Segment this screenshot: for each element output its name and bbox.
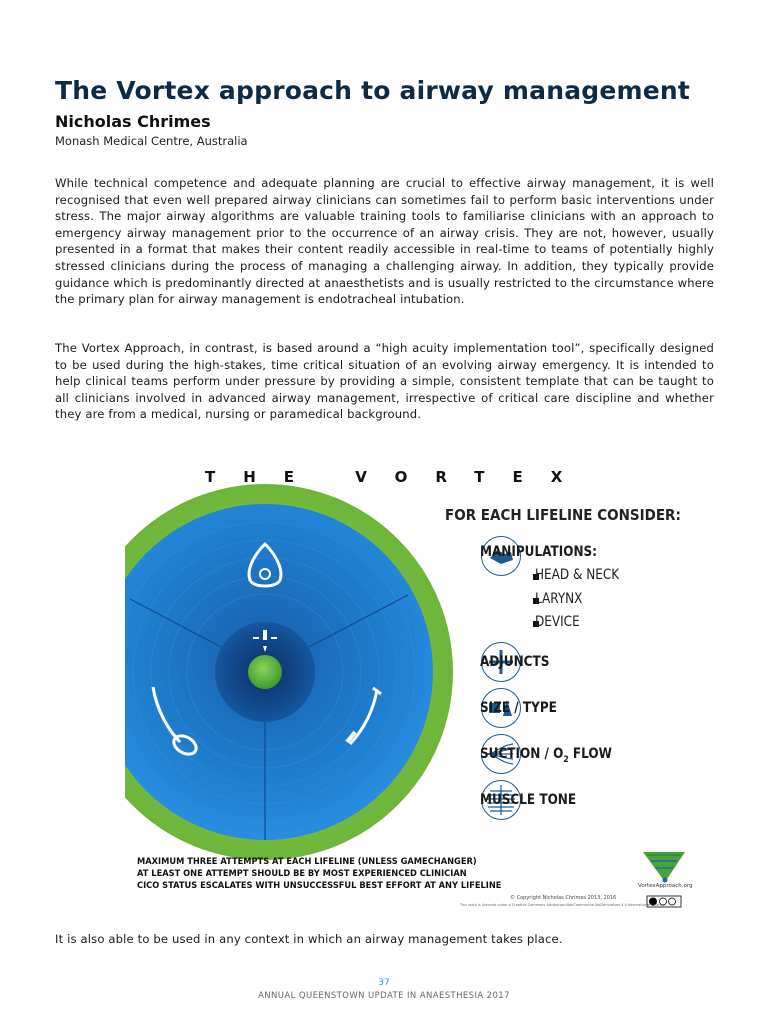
vortex-logo-text: VortexApproach.org bbox=[638, 883, 693, 889]
manipulation-item-larynx: LARYNX bbox=[535, 591, 583, 607]
suction-flow-label: SUCTION / $O_2$ FLOW bbox=[480, 746, 612, 765]
manipulations-label: MANIPULATIONS: bbox=[480, 544, 598, 560]
figure-title: THE VORTEX bbox=[205, 468, 591, 486]
lifeline-heading: FOR EACH LIFELINE CONSIDER: bbox=[445, 506, 681, 524]
vortex-logo bbox=[643, 852, 685, 883]
size-type-label: SIZE / TYPE bbox=[480, 700, 557, 716]
page-number: 37 bbox=[378, 978, 390, 988]
green-center bbox=[248, 655, 282, 689]
author-affiliation: Monash Medical Centre, Australia bbox=[55, 134, 248, 148]
footnote-line-2: AT LEAST ONE ATTEMPT SHOULD BE BY MOST EXPERIENCED CLINICIAN bbox=[137, 869, 467, 879]
manipulation-item-head-neck: HEAD & NECK bbox=[535, 567, 620, 583]
page-title: The Vortex approach to airway management bbox=[55, 76, 691, 105]
footnote-line-1: MAXIMUM THREE ATTEMPTS AT EACH LIFELINE (UNLESS GAMECHANGER) bbox=[137, 857, 477, 867]
footnote-line-3: CICO STATUS ESCALATES WITH UNSUCCESSFUL BEST EFFORT AT ANY LIFELINE bbox=[137, 881, 502, 891]
figure-footnote bbox=[125, 856, 502, 892]
body-paragraph-2: The Vortex Approach, in contrast, is based around a “high acuity implementation tool”, specifically designed to be used during the high-stakes, time critical situation of an evolving airway emergency. It is intended to help clinical teams perform under pressure by providing a simple, consistent template that can be taught to all clinicians involved in advanced airway management, irrespective of critical care discipline and whether they are from a medical, nursing or paramedical background. bbox=[55, 341, 714, 422]
author-name: Nicholas Chrimes bbox=[55, 112, 211, 131]
muscle-tone-label: MUSCLE TONE bbox=[480, 792, 577, 808]
body-paragraph-1: While technical competence and adequate planning are crucial to effective airway management, it is well recognised that even well prepared airway clinicians can sometimes fail to perform basic interventions under stress. The major airway algorithms are valuable training tools to familiarise clinicians with an approach to emergency airway management prior to the occurrence of an airway crisis. They are not, however, usually presented in a format that makes their content readily accessible in real-time to teams of potentially highly stressed clinicians during the process of managing a challenging airway. In addition, they typically provide guidance which is predominantly directed at anaesthetists and is usually restricted to the circumstance where the primary plan for airway management is endotracheal intubation. bbox=[55, 176, 714, 307]
figure-copyright: © Copyright Nicholas Chrimes 2013, 2016 bbox=[510, 895, 617, 901]
vortex-figure bbox=[125, 462, 705, 914]
adjuncts-label: ADJUNCTS bbox=[480, 654, 550, 670]
body-paragraph-3: It is also able to be used in any context in which an airway management takes place. bbox=[55, 932, 563, 946]
publication-footer: ANNUAL QUEENSTOWN UPDATE IN ANAESTHESIA 2017 bbox=[258, 991, 510, 1001]
vortex-diagram bbox=[125, 462, 705, 914]
figure-license: This work is licensed under a Creative Commons Attribution-NonCommercial-NoDerivatives 4.0 International License. bbox=[460, 903, 666, 907]
manipulation-item-device: DEVICE bbox=[535, 614, 580, 630]
